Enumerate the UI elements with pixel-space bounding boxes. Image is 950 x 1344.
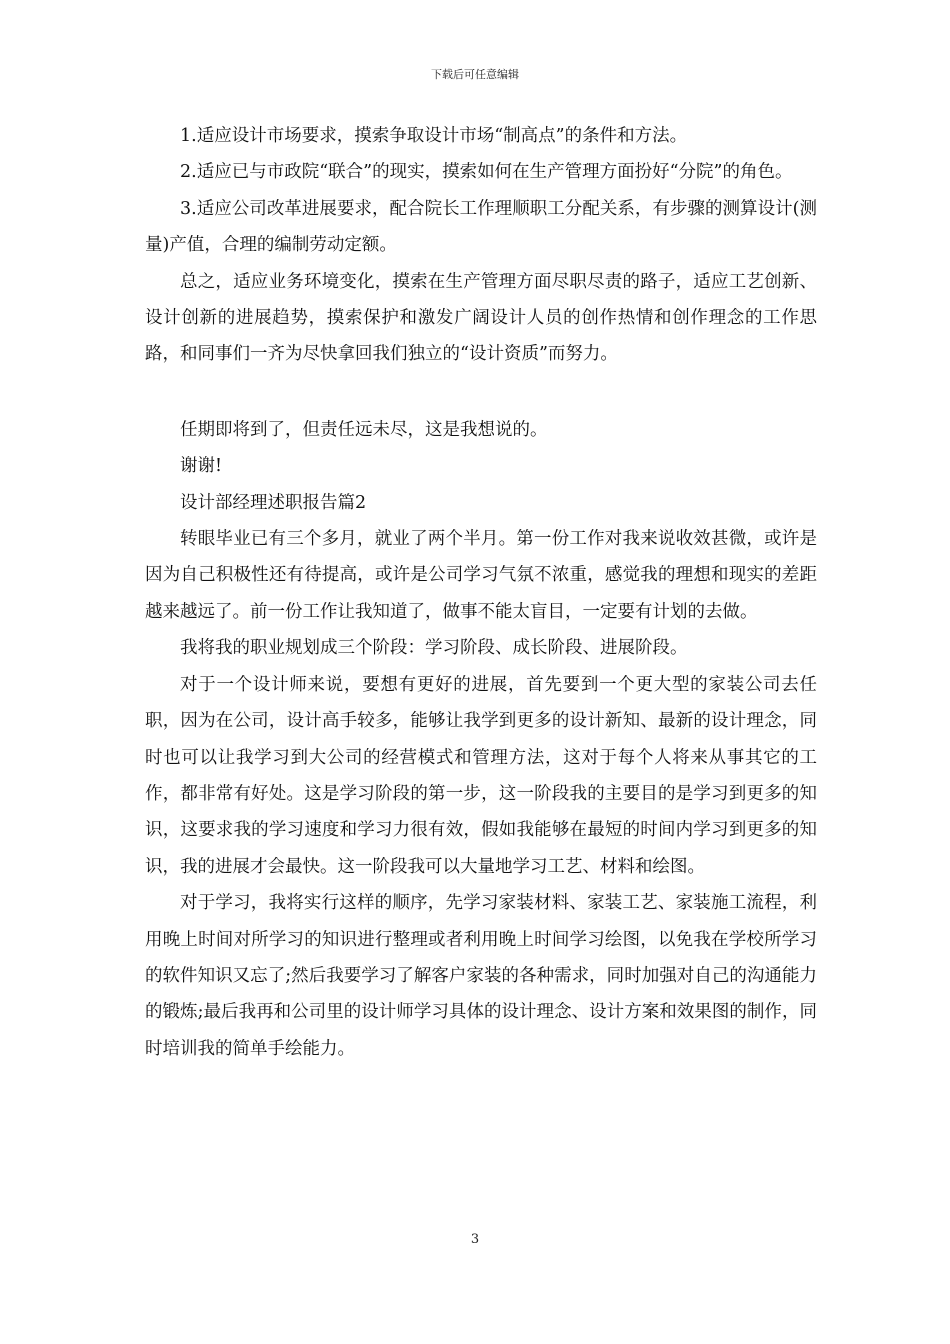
list-item-1: 1.适应设计市场要求，摸索争取设计市场“制高点”的条件和方法。 [180, 126, 688, 146]
list-item-3: 3.适应公司改革进展要求，配合院长工作理顺职工分配关系，有步骤的测算设计(测量)产值，合理的编制劳动定额。 [145, 198, 817, 256]
body-paragraph-4: 对于学习，我将实行这样的顺序，先学习家装材料、家装工艺、家装施工流程，利用晚上时间对所学习的知识进行整理或者利用晚上时间学习绘图，以免我在学校所学习的软件知识又忘了;然后我要学习了解客户家装的各种需求，同时加强对自己的沟通能力的锻炼;最后我再和公司里的设计师学习具体的设计理念、设计方案和效果图的制作，同时培训我的简单手绘能力。 [145, 893, 817, 1059]
document-body [145, 118, 817, 1067]
body-paragraph-3: 对于一个设计师来说，要想有更好的进展，首先要到一个更大型的家装公司去任职，因为在公司，设计高手较多，能够让我学到更多的设计新知、最新的设计理念，同时也可以让我学习到大公司的经营模式和管理方法，这对于每个人将来从事其它的工作，都非常有好处。这是学习阶段的第一步，这一阶段我的主要目的是学习到更多的知识，这要求我的学习速度和学习力很有效，假如我能够在最短的时间内学习到更多的知识，我的进展才会最快。这一阶段我可以大量地学习工艺、材料和绘图。 [145, 674, 817, 877]
body-paragraph-1: 转眼毕业已有三个多月，就业了两个半月。第一份工作对我来说收效甚微，或许是因为自己积极性还有待提高，或许是公司学习气氛不浓重，感觉我的理想和现实的差距越来越远了。前一份工作让我知道了，做事不能太盲目，一定要有计划的去做。 [145, 529, 817, 622]
closing-line: 任期即将到了，但责任远未尽，这是我想说的。 [180, 419, 548, 440]
download-note: 下载后可任意编辑 [431, 68, 519, 81]
section-title: 设计部经理述职报告篇2 [180, 492, 367, 513]
summary-paragraph: 总之，适应业务环境变化，摸索在生产管理方面尽职尽责的路子，适应工艺创新、设计创新的进展趋势，摸索保护和激发广阔设计人员的创作热情和创作理念的工作思路，和同事们一齐为尽快拿回我们独立的“设计资质”而努力。 [145, 271, 817, 365]
paragraph-gap [145, 373, 817, 412]
list-item-2: 2.适应已与市政院“联合”的现实，摸索如何在生产管理方面扮好“分院”的角色。 [180, 162, 793, 183]
body-paragraph-2: 我将我的职业规划成三个阶段：学习阶段、成长阶段、进展阶段。 [180, 638, 688, 659]
page-number: 3 [470, 1232, 480, 1247]
thanks-line: 谢谢! [180, 456, 223, 477]
